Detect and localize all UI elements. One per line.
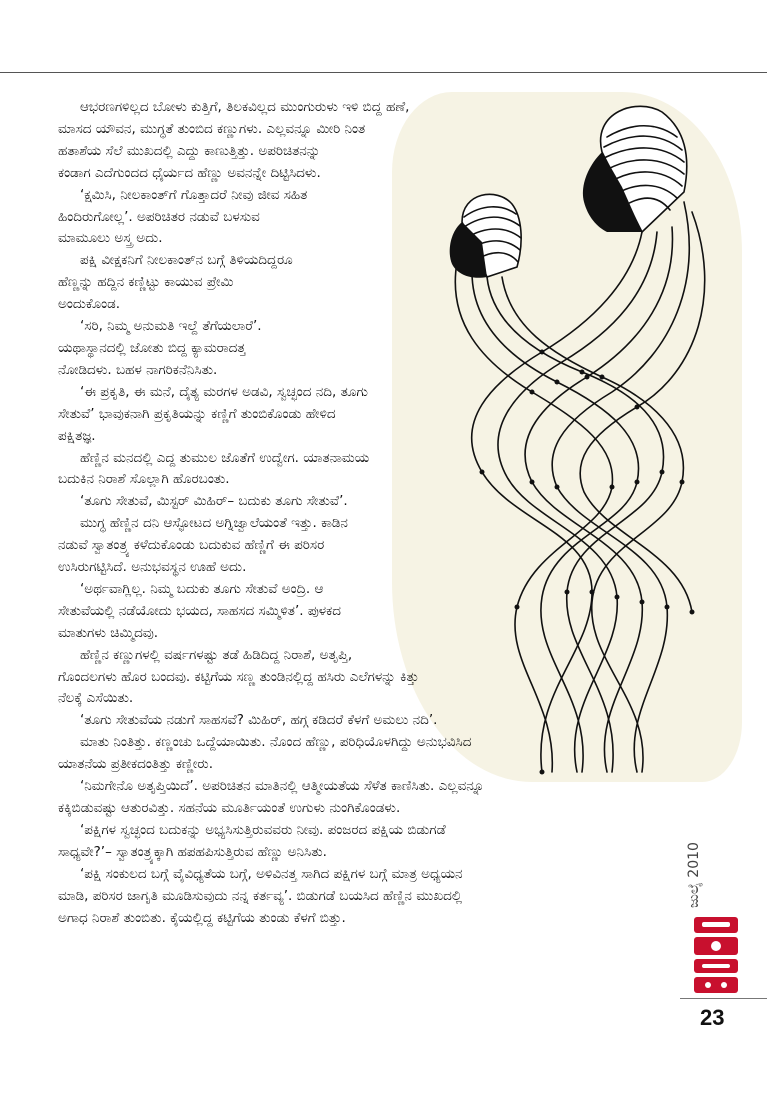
article-line: ಸೇತುವೆ’ ಭಾವುಕನಾಗಿ ಪ್ರಕೃತಿಯನ್ನು ಕಣ್ಣಿಗೆ ತುಂಬಿಕೊಂಡು ಹೇಳಿದ — [58, 405, 336, 422]
article-line: ಮುಗ್ಧ ಹೆಣ್ಣಿನ ದನಿ ಆಸ್ಫೋಟದ ಅಗ್ನಿಜ್ವಾಲೆಯಂತೆ ಇತ್ತು. ಕಾಡಿನ — [80, 515, 348, 532]
article-line: ‘ತೂಗು ಸೇತುವೆಯ ನಡುಗೆ ಸಾಹಸವೆ? ಮಿಹಿರ್, ಹಗ್ಗ ಕಡಿದರೆ ಕೆಳಗೆ ಅಮಲು ನದಿ’. — [80, 712, 438, 729]
article-line: ಹಿಂದಿರುಗೋಲ್ಲ’. ಅಪರಿಚಿತರ ನಡುವೆ ಬಳಸುವ — [58, 208, 260, 225]
article-line: ಮಾತುಗಳು ಚಿಮ್ಮಿದವು. — [58, 624, 159, 641]
article-line: ಅಗಾಧ ನಿರಾಶೆ ತುಂಬಿತು. ಕೈಯಲ್ಲಿದ್ದ ಕಟ್ಟಿಗೆಯ ತುಂಡು ಕೆಳಗೆ ಬಿತ್ತು. — [58, 909, 346, 926]
article-line: ‘ಕ್ಷಮಿಸಿ, ನೀಲಕಾಂತ್‌ಗೆ ಗೊತ್ತಾದರೆ ನೀವು ಜೀವ ಸಹಿತ — [80, 186, 308, 203]
article-line: ‘ನಿಮಗೇನೊ ಅತೃಪ್ತಿಯಿದೆ’. ಅಪರಿಚಿತನ ಮಾತಿನಲ್ಲಿ ಆತ್ಮೀಯತೆಯ ಸೆಳೆತ ಕಾಣಿಸಿತು. ಎಲ್ಲವನ್ನೂ — [80, 778, 485, 795]
article-line: ‘ಸರಿ, ನಿಮ್ಮ ಅನುಮತಿ ಇಲ್ದೆ ತೆಗೆಯಲಾರೆ’. — [80, 318, 262, 335]
article-line: ಕಕ್ಕಿಬಿಡುವಷ್ಟು ಆತುರವಿತ್ತು. ಸಹನೆಯ ಮೂರ್ತಿಯಂತೆ ಉಗುಳು ನುಂಗಿಕೊಂಡಳು. — [58, 800, 401, 816]
article-line: ಮಾಡಿ, ಪರಿಸರ ಜಾಗೃತಿ ಮೂಡಿಸುವುದು ನನ್ನ ಕರ್ತವ್ಯ’. ಬಿಡುಗಡೆ ಬಯಸಿದ ಹೆಣ್ಣಿನ ಮುಖದಲ್ಲಿ — [58, 887, 463, 904]
article-line: ಯಾತನೆಯ ಪ್ರತೀಕದಂತಿತ್ತು ಕಣ್ಣೀರು. — [58, 756, 214, 773]
article-line: ಪಕ್ಷಿ ವೀಕ್ಷಕನಿಗೆ ನೀಲಕಾಂತ್‌ನ ಬಗ್ಗೆ ತಿಳಿಯದಿದ್ದರೂ — [80, 252, 293, 269]
page-number: 23 — [700, 1005, 725, 1030]
article-line: ಬದುಕಿನ ನಿರಾಶೆ ಸೊಲ್ಲಾಗಿ ಹೊರಬಂತು. — [58, 471, 230, 488]
article-line: ಯಥಾಸ್ಥಾನದಲ್ಲಿ ಜೋತು ಬಿದ್ದ ಕ್ಯಾಮರಾದತ್ತ — [58, 339, 246, 356]
footer-rule — [680, 998, 767, 999]
issue-date: ಜುಲೈ 2010 — [686, 842, 702, 908]
article-body — [58, 97, 643, 929]
article-line: ಹೆಣ್ಣನ್ನು ಹದ್ದಿನ ಕಣ್ಣಿಟ್ಟು ಕಾಯುವ ಪ್ರೇಮಿ — [58, 274, 234, 291]
article-line: ‘ಈ ಪ್ರಕೃತಿ, ಈ ಮನೆ, ದೈತ್ಯ ಮರಗಳ ಅಡವಿ, ಸ್ವಚ್ಛಂದ ನದಿ, ತೂಗು — [80, 383, 368, 400]
article-line: ಮಾಸದ ಯೌವನ, ಮುಗ್ಧತೆ ತುಂಬಿದ ಕಣ್ಣುಗಳು. ಎಲ್ಲವನ್ನೂ ಮೀರಿ ನಿಂತ — [58, 120, 366, 137]
article-line: ಕಂಡಾಗ ಎದೆಗುಂದದ ಧೈರ್ಯದ ಹೆಣ್ಣು ಅವನನ್ನೇ ದಿಟ್ಟಿಸಿದಳು. — [58, 164, 321, 181]
article-line: ಹೆಣ್ಣಿನ ಕಣ್ಣುಗಳಲ್ಲಿ ವರ್ಷಗಳಷ್ಟು ತಡೆ ಹಿಡಿದಿದ್ದ ನಿರಾಶೆ, ಅತೃಪ್ತಿ, — [80, 646, 353, 663]
article-line: ಆಭರಣಗಳಿಲ್ಲದ ಬೋಳು ಕುತ್ತಿಗೆ, ತಿಲಕವಿಲ್ಲದ ಮುಂಗುರುಳು ಇಳಿ ಬಿದ್ದ ಹಣೆ, — [80, 99, 410, 115]
article-line: ಸಾಧ್ಯವೇ?’– ಸ್ವಾತಂತ್ರ್ಯಕ್ಕಾಗಿ ಹಪಹಪಿಸುತ್ತಿರುವ ಹೆಣ್ಣು ಅನಿಸಿತು. — [58, 843, 327, 860]
top-rule — [0, 72, 767, 73]
article-line: ‘ಅರ್ಥವಾಗ್ಲಿಲ್ಲ. ನಿಮ್ಮ ಬದುಕು ತೂಗು ಸೇತುವೆ ಅಂದ್ರಿ. ಆ — [80, 580, 324, 597]
article-line: ಮಾಮೂಲು ಅಸ್ತ್ರ ಅದು. — [58, 230, 163, 247]
article-line: ನಡುವೆ ಸ್ವಾತಂತ್ರ್ಯ ಕಳೆದುಕೊಂಡು ಬದುಕುವ ಹೆಣ್ಣಿಗೆ ಈ ಪರಿಸರ — [58, 537, 325, 554]
article-line: ಸೇತುವೆಯಲ್ಲಿ ನಡೆಯೋದು ಭಯದ, ಸಾಹಸದ ಸಮ್ಮಿಳಿತ’. ಪುಳಕದ — [58, 602, 341, 619]
article-line: ಹತಾಶೆಯ ಸೆಲೆ ಮುಖದಲ್ಲಿ ಎದ್ದು ಕಾಣುತ್ತಿತ್ತು. ಅಪರಿಚಿತನನ್ನು — [58, 142, 321, 159]
article-line: ನೆಲಕ್ಕೆ ಎಸೆಯಿತು. — [58, 690, 134, 707]
article-line: ‘ತೂಗು ಸೇತುವೆ, ಮಿಸ್ಟರ್ ಮಿಹಿರ್– ಬದುಕು ತೂಗು ಸೇತುವೆ’. — [80, 493, 348, 510]
article-line: ಮಾತು ನಿಂತಿತ್ತು. ಕಣ್ಣಂಚು ಒದ್ದೆಯಾಯಿತು. ನೊಂದ ಹೆಣ್ಣು, ಪರಿಧಿಯೊಳಗಿದ್ದು ಅನುಭವಿಸಿದ — [80, 734, 472, 751]
magazine-logo — [690, 915, 742, 995]
article-line: ನೋಡಿದಳು. ಬಹಳ ನಾಗರಿಕನೆನಿಸಿತು. — [58, 361, 218, 378]
article-line: ಪಕ್ಷಿತಜ್ಞ. — [58, 427, 96, 444]
article-line: ಅಂದುಕೊಂಡ. — [58, 296, 120, 313]
article-line: ‘ಪಕ್ಷಿ ಸಂಕುಲದ ಬಗ್ಗೆ ವೈವಿಧ್ಯತೆಯ ಬಗ್ಗೆ, ಅಳಿವಿನತ್ತ ಸಾಗಿದ ಪಕ್ಷಿಗಳ ಬಗ್ಗೆ ಮಾತ್ರ ಅಧ್ಯಯನ — [80, 865, 463, 882]
article-line: ಗೊಂದಲಗಳು ಹೊರ ಬಂದವು. ಕಟ್ಟಿಗೆಯ ಸಣ್ಣ ತುಂಡಿನಲ್ಲಿದ್ದ ಹಸಿರು ಎಲೆಗಳನ್ನು ಕಿತ್ತು — [58, 668, 420, 685]
article-line: ಹೆಣ್ಣಿನ ಮನದಲ್ಲಿ ಎದ್ದ ತುಮುಲ ಜೊತೆಗೆ ಉದ್ವೇಗ. ಯಾತನಾಮಯ — [80, 449, 370, 466]
article-line: ‘ಪಕ್ಷಿಗಳ ಸ್ವಚ್ಛಂದ ಬದುಕನ್ನು ಅಭ್ಯಸಿಸುತ್ತಿರುವವರು ನೀವು. ಪಂಜರದ ಪಕ್ಷಿಯ ಬಿಡುಗಡೆ — [80, 821, 446, 838]
article-line: ಉಸಿರುಗಟ್ಟಿಸಿದೆ. ಅನುಭವಸ್ಥನ ಊಹೆ ಅದು. — [58, 559, 247, 576]
